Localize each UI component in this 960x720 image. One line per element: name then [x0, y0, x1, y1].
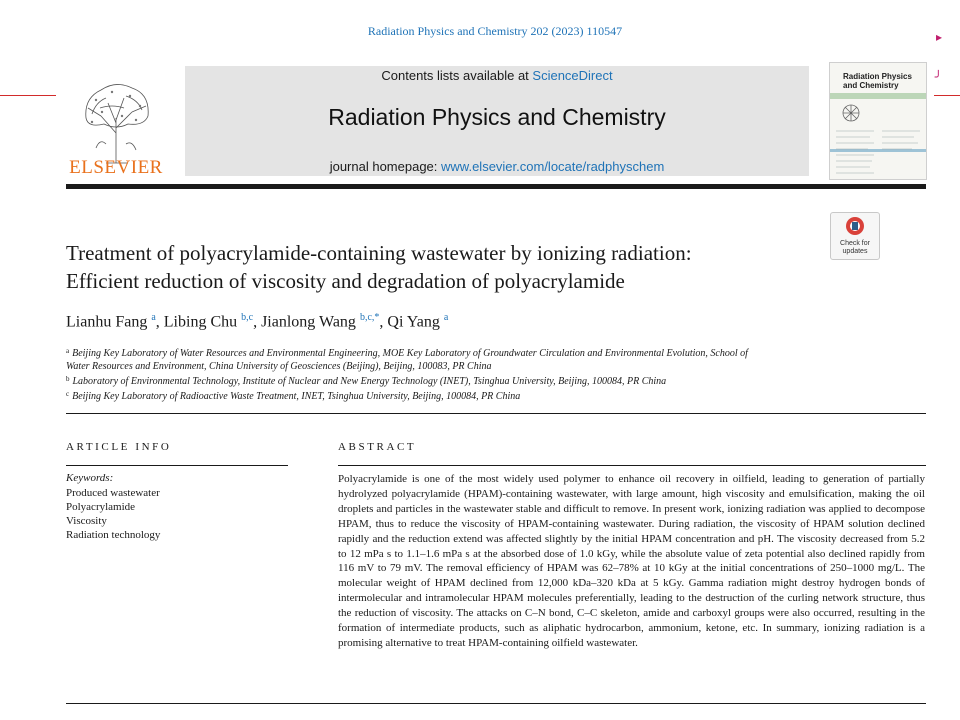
- article-title-line2: Efficient reduction of viscosity and degradation of polyacrylamide: [66, 269, 625, 293]
- slide-marker-icon: ▸: [935, 30, 942, 44]
- slide-red-line-left: [0, 95, 56, 96]
- keyword-item: Radiation technology: [66, 529, 161, 541]
- header-divider: [66, 184, 926, 189]
- cover-contents-lines: [834, 127, 922, 177]
- affiliation-item: [66, 388, 826, 403]
- affiliation-item-continued: Water Resources and Environment, China University of Geosciences (Beijing), Beijing, 100083, PR China: [66, 361, 492, 372]
- affiliation-text: Laboratory of Environmental Technology, Institute of Nuclear and New Energy Technology (INET), Tsinghua University, Beijing, 100084, PR China: [72, 376, 667, 387]
- keyword-list: [66, 486, 160, 542]
- keyword-item: Viscosity: [66, 515, 107, 527]
- affiliation-item: [66, 345, 826, 360]
- author-affil-link[interactable]: a: [151, 312, 156, 323]
- author-name: Lianhu Fang: [66, 313, 148, 331]
- journal-citation[interactable]: Radiation Physics and Chemistry 202 (2023) 110547: [367, 24, 623, 38]
- elsevier-logo-text: ELSEVIER: [69, 157, 163, 178]
- contents-prefix: Contents lists available at: [381, 68, 533, 83]
- affiliation-marker: a: [66, 347, 70, 355]
- check-updates-bookmark-icon: [845, 216, 865, 238]
- abstract-text: Polyacrylamide is one of the most widely used polymer to enhance oil recovery in oilfield, leading to generation of partially hydrolyzed polyacrylamide (HPAM)-containing wastewater, with large amount, high viscosity and emulsification, making the oil droplets and particles in the wastewater stable and difficult to remove. In present work, ionizing radiation was applied to decompose HPAM, thus to reduce the viscosity of HPAM-containing wastewater. During radiation, the viscosity of HPAM solution declined rapidly and the reduction extend was affected slightly by the initial HPAM concentration and pH. The viscosity decreased from 5.2 to 12 mPa s to 1.1–1.6 mPa s at the absorbed dose of 1.0 kGy, while the absolute value of zeta potential also declined rapidly from 116 mV to 79 mV. The removal efficiency of HPAM was 62–78% at 10 kGy at the initial concentrations of 250–1000 mg/L. The molecular weight of HPAM declined from 12,000 kDa–320 kDa at 5 kGy. Gamma radiation might destroy hydrogen bonds of intermolecular and intramolecular HPAM molecules preferentially, leading to the destruction of the curling network structure, thus the reduction of viscosity. The attacks on C–N bond, C–C skeleton, amide and carboxyl groups were also occurred, resulting in the formation of intermediate products, such as aliphatic hydrocarbon, ammonium, ketone, etc. In summary, ionizing radiation is a promising alternative to treat HPAM-containing oilfield wastewater.: [338, 473, 925, 649]
- sciencedirect-link[interactable]: ScienceDirect: [532, 68, 613, 83]
- check-for-updates-label: [830, 240, 880, 256]
- affiliation-list: [66, 345, 826, 403]
- keyword-item: Produced wastewater: [66, 487, 160, 499]
- cover-stripe: [830, 93, 926, 99]
- affiliation-item: [66, 373, 826, 388]
- article-title-line1: Treatment of polyacrylamide-containing wastewater by ionizing radiation:: [66, 241, 692, 265]
- homepage-prefix: journal homepage:: [329, 159, 442, 174]
- author-list: Lianhu Fang $^a$, Libing Chu $^{b,c}$, Jianlong Wang $^{b,c,*}$, Qi Yang $^a$: [66, 312, 449, 331]
- journal-homepage-line: [185, 159, 809, 174]
- author-affil-link[interactable]: a: [443, 312, 449, 323]
- abstract-divider: [338, 465, 926, 466]
- keywords-label: Keywords:: [66, 472, 114, 484]
- bottom-divider: [66, 703, 926, 704]
- author-affil-link[interactable]: b,c,*: [359, 312, 380, 323]
- affiliation-text: Beijing Key Laboratory of Water Resources and Environmental Engineering, MOE Key Laboratory of Groundwater Circulation and Environmental Evolution, School of: [72, 348, 748, 359]
- author-name: Libing Chu: [163, 313, 238, 331]
- article-info-heading: ARTICLE INFO: [66, 441, 172, 453]
- keyword-item: Polyacrylamide: [66, 501, 136, 513]
- contents-available-line: [185, 68, 809, 83]
- affiliation-divider: [66, 413, 926, 414]
- cover-journal-title: Radiation Physics and Chemistry: [843, 72, 912, 90]
- journal-name: Radiation Physics and Chemistry: [328, 104, 666, 130]
- cover-molecule-icon: [836, 101, 866, 125]
- author-name: Qi Yang: [387, 313, 440, 331]
- author-affil-link[interactable]: b,c: [241, 312, 254, 323]
- author-name: Jianlong Wang: [261, 313, 356, 331]
- affiliation-marker: b: [66, 375, 70, 383]
- check-updates-line2: updates: [842, 248, 868, 255]
- affiliation-text: Beijing Key Laboratory of Radioactive Waste Treatment, INET, Tsinghua University, Beijing, 100084, PR China: [72, 391, 521, 402]
- affiliation-marker: c: [66, 390, 70, 398]
- article-title: [66, 239, 826, 295]
- check-updates-line1: Check for: [840, 240, 870, 247]
- abstract-heading: ABSTRACT: [338, 441, 417, 453]
- slide-red-line-right: [934, 95, 960, 96]
- article-info-divider: [66, 465, 288, 466]
- slide-marker-icon: ╯: [934, 70, 942, 84]
- journal-homepage-link[interactable]: www.elsevier.com/locate/radphyschem: [441, 159, 665, 174]
